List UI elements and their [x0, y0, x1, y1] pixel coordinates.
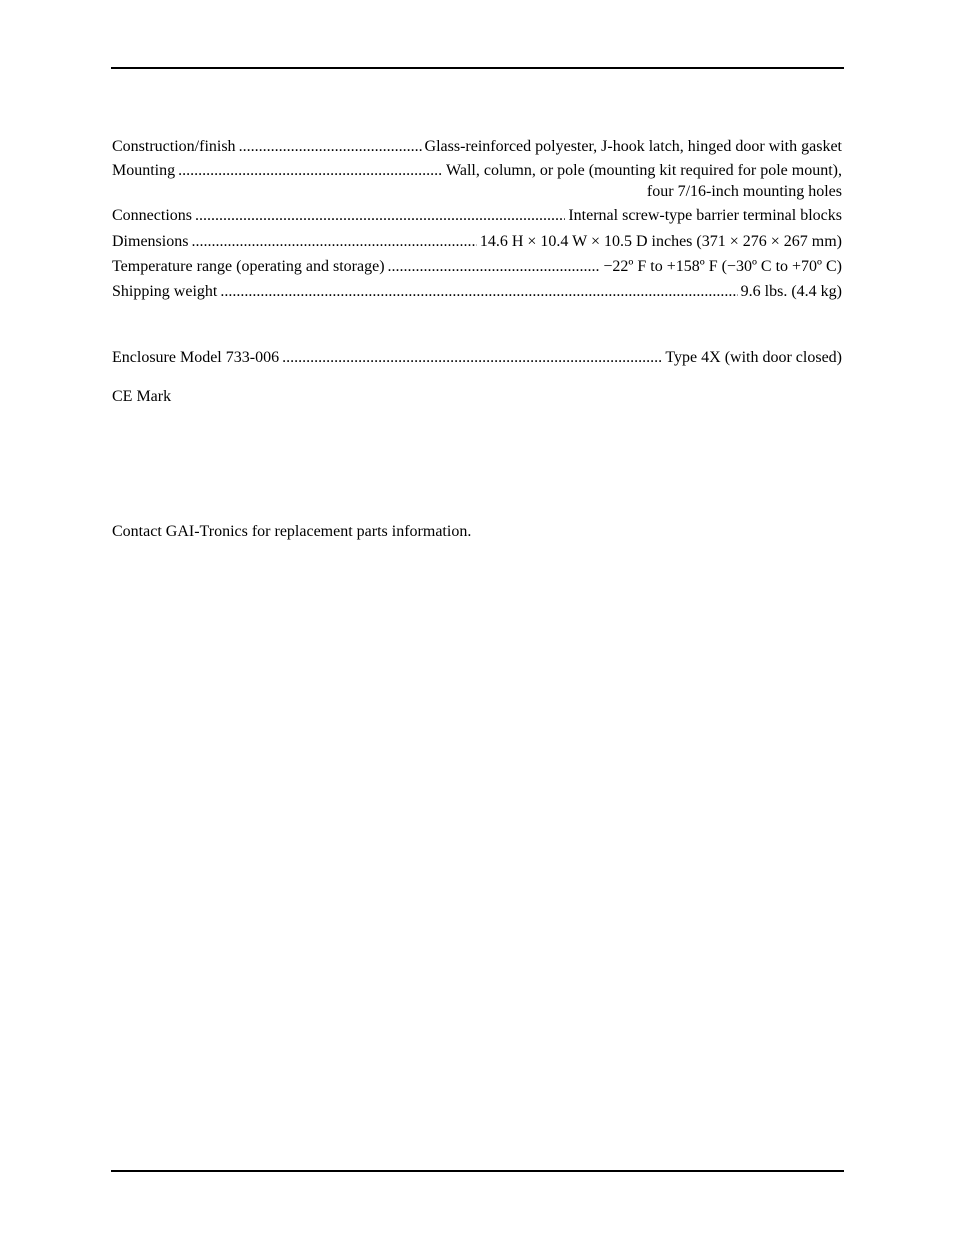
dot-leader — [191, 232, 476, 252]
spec-label: Shipping weight — [112, 283, 218, 300]
footer-rule — [111, 1170, 844, 1172]
rating-row-enclosure — [112, 348, 842, 368]
spec-label: Temperature range (operating and storage) — [112, 258, 385, 275]
spec-value: −22º F to +158º F (−30º C to +70º C) — [603, 258, 842, 275]
spec-label: Mounting — [112, 162, 176, 179]
spec-value: Glass-reinforced polyester, J-hook latch, hinged door with gasket — [424, 138, 842, 155]
dot-leader — [239, 137, 422, 157]
spec-label: Connections — [112, 207, 192, 224]
spec-value: Wall, column, or pole (mounting kit required for pole mount), — [446, 162, 842, 179]
dot-leader — [282, 348, 662, 368]
spec-value: 9.6 lbs. (4.4 kg) — [740, 283, 842, 300]
rating-value: Type 4X (with door closed) — [665, 349, 842, 366]
spec-value: 14.6 H × 10.4 W × 10.5 D inches (371 × 276 × 267 mm) — [479, 233, 842, 250]
spec-row-mounting — [112, 161, 842, 202]
spec-row-connections — [112, 206, 842, 226]
spec-row-construction — [112, 137, 842, 157]
header-rule — [111, 67, 844, 69]
spec-value-continuation: four 7/16-inch mounting holes — [646, 183, 842, 200]
spec-value: Internal screw-type barrier terminal blocks — [568, 207, 842, 224]
dot-leader — [195, 206, 565, 226]
ce-mark-text: CE Mark — [112, 388, 172, 405]
spec-row-temperature — [112, 257, 842, 277]
dot-leader — [388, 257, 601, 277]
spec-label: Construction/finish — [112, 138, 236, 155]
replacement-parts-text: Contact GAI-Tronics for replacement parts information. — [112, 523, 472, 540]
spec-row-shipping-weight — [112, 282, 842, 302]
dot-leader — [220, 282, 737, 302]
spec-row-dimensions — [112, 232, 842, 252]
spec-label: Dimensions — [112, 233, 189, 250]
rating-label: Enclosure Model 733-006 — [112, 349, 280, 366]
dot-leader — [178, 161, 443, 181]
